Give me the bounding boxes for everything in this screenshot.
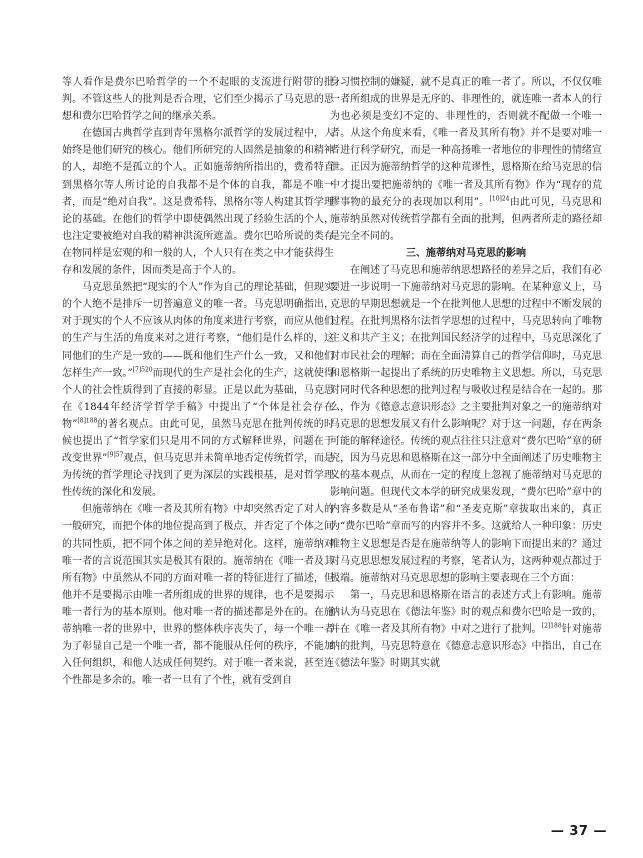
paragraph: 在德国古典哲学直到青年黑格尔派哲学的发展过程中，人始终是他们研究的核心。他们所研究的人固然是抽象的和精神的人，却绝不是孤立的个人。正如施蒂纳所指出的，费希特直到黑格尔等人所讨论的自我都不是个体的自我，都是不唯一者，而是“绝对自我”。这是费希特、黑格尔等人构建其哲学理论的基础。在他们的哲学中即使偶然出现了经验生活的个人，也注定要被绝对自我的精神洪流所遮盖。费尔巴哈所说的类存在物同样是宏观的和一般的人，个人只有在类之中才能获得生存和发展的条件，因而类是高于个人的。 [62, 128, 334, 277]
left-column [62, 74, 334, 689]
paragraph-text: 而现代的生产是社会化的生产，这就使得个人的社会性质得到了直接的彰显。正是以此为基础，马克思在《1844年经济学哲学手稿》中提出了“个体是社会存在物” [62, 367, 334, 430]
paragraph: 在阐述了马克思和施蒂纳思想路径的差异之后，我们有必要进一步说明一下施蒂纳对马克思的影响。在某种意义上，马克思的早期思想就是一个在批判他人思想的过程中不断发展的过程。在批判黑格尔法哲学思想的过程中，马克思转向了唯物主义和共产主义；在批判国民经济学的过程中，马克思深化了对市民社会的理解；而在全面清算自己的哲学信仰时，马克思和恩格斯一起提出了系统的历史唯物主义思想。所以，马克思对同时代各种思想的批判过程与吸收过程是结合在一起的。那么，作为《德意志意识形态》之主要批判对象之一的施蒂纳对马克思的思想发展又有什么影响呢？对于这一问题，存在两条可能的解释途径。传统的观点往往只注意对“费尔巴哈”章的研究，因为马克思和恩格斯在这一部分中全面阐述了历史唯物主义的基本观点，从而在一定的程度上忽视了施蒂纳对马克思的影响问题。但现代文本学的研究成果发现，“费尔巴哈”章中的内容多数是从“圣布鲁诺”和“圣麦克斯”章拔取出来的，真正为“费尔巴哈”章而写的内容并不多。这就给人一种印象：历史唯物主义思想是否是在施蒂纳等人的影响下而提出来的？通过对马克思思想发展过程的考察，笔者认为，这两种观点都过于极端。施蒂纳对马克思思想的影响主要表现在三个方面： [330, 265, 602, 584]
paragraph-text: 第一，马克思和恩格斯在语言的表述方式上有影响。施蒂纳认为马克思在《德法年鉴》时的观点和费尔巴哈是一致的，并在《唯一者及其所有物》中对之进行了批判。 [330, 589, 602, 635]
citation: [8]188 [77, 417, 98, 425]
paragraph: 等人看作是费尔巴哈哲学的一个不起眼的支流进行附带的批判。不管这些人的批判是否合理，它们至少揭示了马克思的思想和费尔巴哈哲学之间的继承关系。 [62, 77, 334, 123]
section-heading: 三、施蒂纳对马克思的影响 [406, 247, 526, 259]
citation: [10]24 [489, 195, 510, 203]
paragraph-text: 身习惯控制的嫌疑，就不是真正的唯一者了。所以，不仅仅唯一者所组成的世界是无序的、非理性的，就连唯一者本人的行为也必须是变幻不定的、非理性的，否则就不配做一个唯一者。从这个角度来看，《唯一者及其所有物》并不是要对唯一者进行科学研究，而是一种高扬唯一者地位的非理性的情绪宣泄。正因为施蒂纳哲学的这种荒谬性，恩格斯在给马克思的信中才提出要把施蒂纳的《唯一者及其所有物》作为“现存的荒谬事物的最充分的表现加以利用”。 [330, 77, 602, 208]
citation: [2]188 [541, 622, 562, 630]
paragraph-text: 的著名观点。由此可见，虽然马克思在批判传统的时候也提出了“哲学家们只是用不同的方式解释世界，问题在于改变世界” [62, 418, 334, 465]
paragraph [62, 279, 334, 501]
paragraph-text: 马克思虽然把“现实的个人”作为自己的理论基础，但现实的个人绝不是排斥一切普遍意义的唯一者。马克思明确指出，对于现实的个人不应该从肉体的角度来进行考察，而应从他们的生产与生活的角度来对之进行考察，“他们是什么样的，这同他们的生产是一致的——既和他们生产什么一致，又和他们怎样生产一致。” [62, 282, 334, 379]
citation: [7]520 [132, 366, 153, 374]
citation: [9]57 [107, 451, 124, 459]
paragraph-text: 针对施蒂纳的批判，马克思特意在《德意志意识形态》中指出，自己在《德法年鉴》时期其实就 [330, 624, 603, 670]
paragraph-text: 由此可见，马克思和施蒂纳虽然对传统哲学都有全面的批判，但两者所走的路径却是完全不同的。 [330, 196, 602, 242]
page-number: — 37 — [550, 824, 607, 839]
paragraph: 但施蒂纳在《唯一者及其所有物》中却突然否定了对人的一般研究，而把个体的地位提高到了极点，并否定了个体之间的共同性质，把不同个体之间的差异绝对化。这样，施蒂纳对唯一者的言说范围其实是极其有限的。施蒂纳在《唯一者及其所有物》中虽然从不同的方面对唯一者的特征进行了描述，但他并不是要揭示由唯一者所组成的世界的规律，也不是要揭示唯一者行为的基本原则。他对唯一者的描述都是外在的。在施蒂纳唯一者的世界中，世界的整体秩序丧失了，每一个唯一者为了彰显自己是一个唯一者，都不能服从任何的秩序，不能加入任何组织，和他人达成任何契约。对于唯一者来说，甚至连个性都是多余的。唯一者一旦有了个性，就有受到自 [62, 504, 334, 687]
paragraph-text: 观点，但马克思并未简单地否定传统哲学，而是为传统的哲学理论寻找到了更为深层的实践根基，是对哲学理性传统的深化和发展。 [62, 453, 334, 499]
paragraph [330, 74, 602, 245]
paragraph [330, 587, 602, 672]
right-column [330, 74, 602, 672]
